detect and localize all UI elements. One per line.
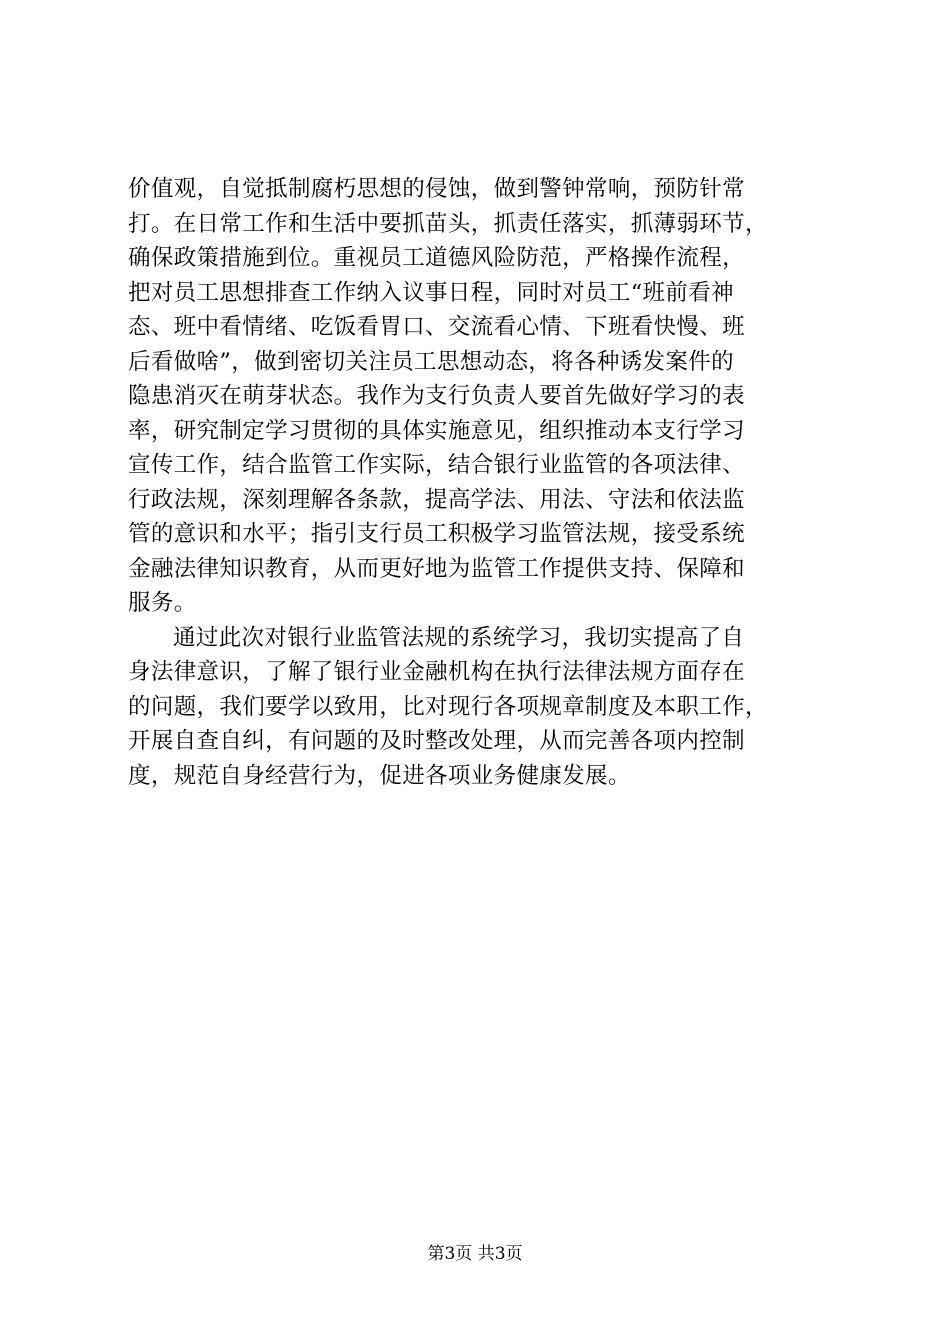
text-line: 宣传工作，结合监管工作实际，结合银行业监管的各项法律、 xyxy=(128,452,745,478)
text-line: 金融法律知识教育，从而更好地为监管工作提供支持、保障和 xyxy=(128,555,745,582)
text-line: 通过此次对银行业监管法规的系统学习，我切实提高了自 xyxy=(173,624,745,651)
paragraph-2 xyxy=(128,621,832,794)
paragraph-1 xyxy=(128,172,832,621)
page-number-footer: 第3页 共3页 xyxy=(427,1244,523,1264)
text-line: 度，规范自身经营行为，促进各项业务健康发展。 xyxy=(128,762,631,789)
text-line: 隐患消灭在萌芽状态。我作为支行负责人要首先做好学习的表 xyxy=(128,383,745,409)
text-line: 管的意识和水平；指引支行员工积极学习监管法规，接受系统 xyxy=(128,521,745,547)
text-line: 身法律意识，了解了银行业金融机构在执行法律法规方面存在 xyxy=(128,659,745,685)
text-line: 确保政策措施到位。重视员工道德风险防范，严格操作流程， xyxy=(128,245,745,271)
text-line: 的问题，我们要学以致用，比对现行各项规章制度及本职工作， xyxy=(128,693,768,720)
text-line: 打。在日常工作和生活中要抓苗头，抓责任落实，抓薄弱环节， xyxy=(128,210,768,237)
text-line: 服务。 xyxy=(128,590,197,616)
text-line: 率，研究制定学习贯彻的具体实施意见，组织推动本支行学习 xyxy=(128,417,745,444)
text-line: 开展自查自纠，有问题的及时整改处理，从而完善各项内控制 xyxy=(128,728,745,754)
document-body xyxy=(128,172,832,793)
text-line: 后看做啥”，做到密切关注员工思想动态，将各种诱发案件的 xyxy=(128,348,734,375)
text-line: 行政法规，深刻理解各条款，提高学法、用法、守法和依法监 xyxy=(128,486,745,513)
text-line: 价值观，自觉抵制腐朽思想的侵蚀，做到警钟常响，预防针常 xyxy=(128,176,745,202)
text-line: 把对员工思想排查工作纳入议事日程，同时对员工“班前看神 xyxy=(128,279,734,306)
text-line: 态、班中看情绪、吃饭看胃口、交流看心情、下班看快慢、班 xyxy=(128,314,745,340)
